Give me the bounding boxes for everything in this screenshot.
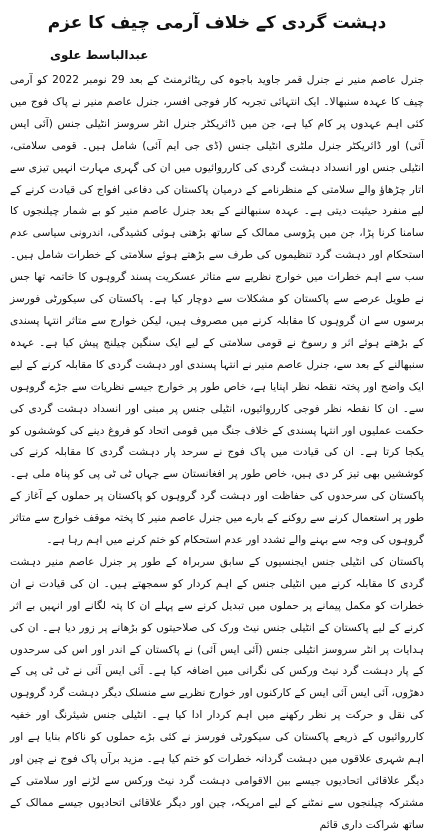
article-paragraph: پاکستان کی انٹیلی جنس ایجنسیوں کے سابق سربراہ کے طور پر جنرل عاصم منیر دہشت گردی کا مقابلہ کرنے میں انٹیلی جنس کے اہم کردار کو سمجھتے ہیں۔ ان کی قیادت نے ان خطرات کو مکمل پیمانے پر حملوں میں تبدیل کرنے سے پہلے ان کا پتہ لگانے اور انہیں بے اثر کرنے کے لیے پاکستان کے انٹیلی جنس نیٹ ورک کی صلاحیتوں کو بڑھانے پر زور دیا ہے۔ ان کی ہدایات پر انٹر سروسز انٹیلی جنس (آئی ایس آئی) نے پاکستان کے اندر اور اس کی سرحدوں کے پار دہشت گرد نیٹ ورکس کی نگرانی میں اضافہ کیا ہے۔ آئی ایس آئی نے ٹی ٹی پی کے دھڑوں، آئی ایس آئی ایس کے کارکنوں اور خوارج نظریے سے منسلک دیگر دہشت گرد گروہوں کی نقل و حرکت پر نظر رکھنے میں اہم کردار ادا کیا ہے۔ انٹیلی جنس شیئرنگ اور خفیہ کارروائیوں کے ذریعے پاکستان کی سیکورٹی فورسز نے کئی بڑے حملوں کو ناکام بنایا ہے اور اہم شہری علاقوں میں دہشت گردانہ خطرات کو ختم کیا ہے۔ مزید برآں پاک فوج نے چین اور دیگر علاقائی اتحادیوں جیسے بین الاقوامی دہشت گرد نیٹ ورکس سے لڑنے اور سلامتی کے مشترکہ چیلنجوں سے نمٹنے کے لیے امریکہ، چین اور دیگر علاقائی اتحادیوں جیسے ممالک کے ساتھ شراکت داری قائم xyxy=(10,555,424,831)
article-headline: دہشت گردی کے خلاف آرمی چیف کا عزم xyxy=(47,13,387,33)
article-paragraph: جنرل عاصم منیر نے جنرل قمر جاوید باجوہ کی ریٹائرمنٹ کے بعد 29 نومبر 2022 کو آرمی چیف کا عہدہ سنبھالا۔ ایک انتہائی تجربہ کار فوجی افسر، جنرل عاصم منیر نے پاک فوج میں کئی اہم عہدوں پر کام کیا ہے، جن میں ڈائریکٹر جنرل انٹر سروسز انٹیلی جنس (آئی ایس آئی) اور ڈائریکٹر جنرل ملٹری انٹیلی جنس (ڈی جی ایم آئی) شامل ہیں۔ قومی سلامتی، انٹیلی جنس اور انسداد دہشت گردی کی کارروائیوں میں ان کی گہری مہارت انہیں تیزی سے اتار چڑھاؤ والے سلامتی کے منظرنامے کے درمیان پاکستان کی دفاعی افواج کی قیادت کرنے کے لیے منفرد حیثیت دیتی ہے۔ عہدہ سنبھالنے کے بعد جنرل عاصم منیر کو بے شمار چیلنجوں کا سامنا کرنا پڑا، جن میں پڑوسی ممالک کے ساتھ بڑھتی ہوئی کشیدگی، اندرونی سیاسی عدم استحکام اور دہشت گرد تنظیموں کی طرف سے بڑھتے ہوئے سلامتی کے خطرات شامل ہیں۔ سب سے اہم خطرات میں خوارج نظریے سے متاثر عسکریت پسند گروہوں کا خاتمہ تھا جس نے طویل عرصے سے پاکستان کو مشکلات سے دوچار کیا ہے۔ پاکستان کی سیکورٹی فورسز برسوں سے ان گروہوں کا مقابلہ کرنے میں مصروف ہیں، لیکن خوارج سے متاثر انتہا پسندی کے بڑھتے ہوئے اثر و رسوخ نے قومی سلامتی کے لیے ایک سنگین چیلنج پیش کیا ہے۔ عہدہ سنبھالنے کے بعد سے، جنرل عاصم منیر نے انتہا پسندی اور دہشت گردی کا مقابلہ کرنے کے لیے ایک واضح اور پختہ نقطہ نظر اپنایا ہے، خاص طور پر خوارج جیسے نظریات سے جڑے گروہوں سے۔ ان کا نقطہ نظر فوجی کارروائیوں، انٹیلی جنس پر مبنی اور انسداد دہشت گردی کی حکمت عملیوں اور انتہا پسندی کے خلاف جنگ میں قومی اتحاد کو فروغ دینے کی کوششوں کو یکجا کرتا ہے۔ ان کی قیادت میں پاک فوج نے سرحد پار دہشت گردی کا مقابلہ کرنے کی کوششیں بھی تیز کر دی ہیں، خاص طور پر افغانستان سے جہاں ٹی ٹی پی کو پناہ ملی ہے۔ پاکستان کی سرحدوں کی حفاظت اور دہشت گرد گروہوں کو پاکستان پر حملوں کے آغاز کے طور پر استعمال کرنے سے روکنے کے بارے میں جنرل عاصم منیر کا پختہ موقف خوارج سے متاثر گروہوں کی وجہ سے بہنے والے تشدد اور عدم استحکام کو ختم کرنے میں اہم رہا ہے۔ xyxy=(10,74,424,547)
article-body xyxy=(10,70,424,837)
author-byline: عبدالباسط علوی xyxy=(50,48,149,62)
